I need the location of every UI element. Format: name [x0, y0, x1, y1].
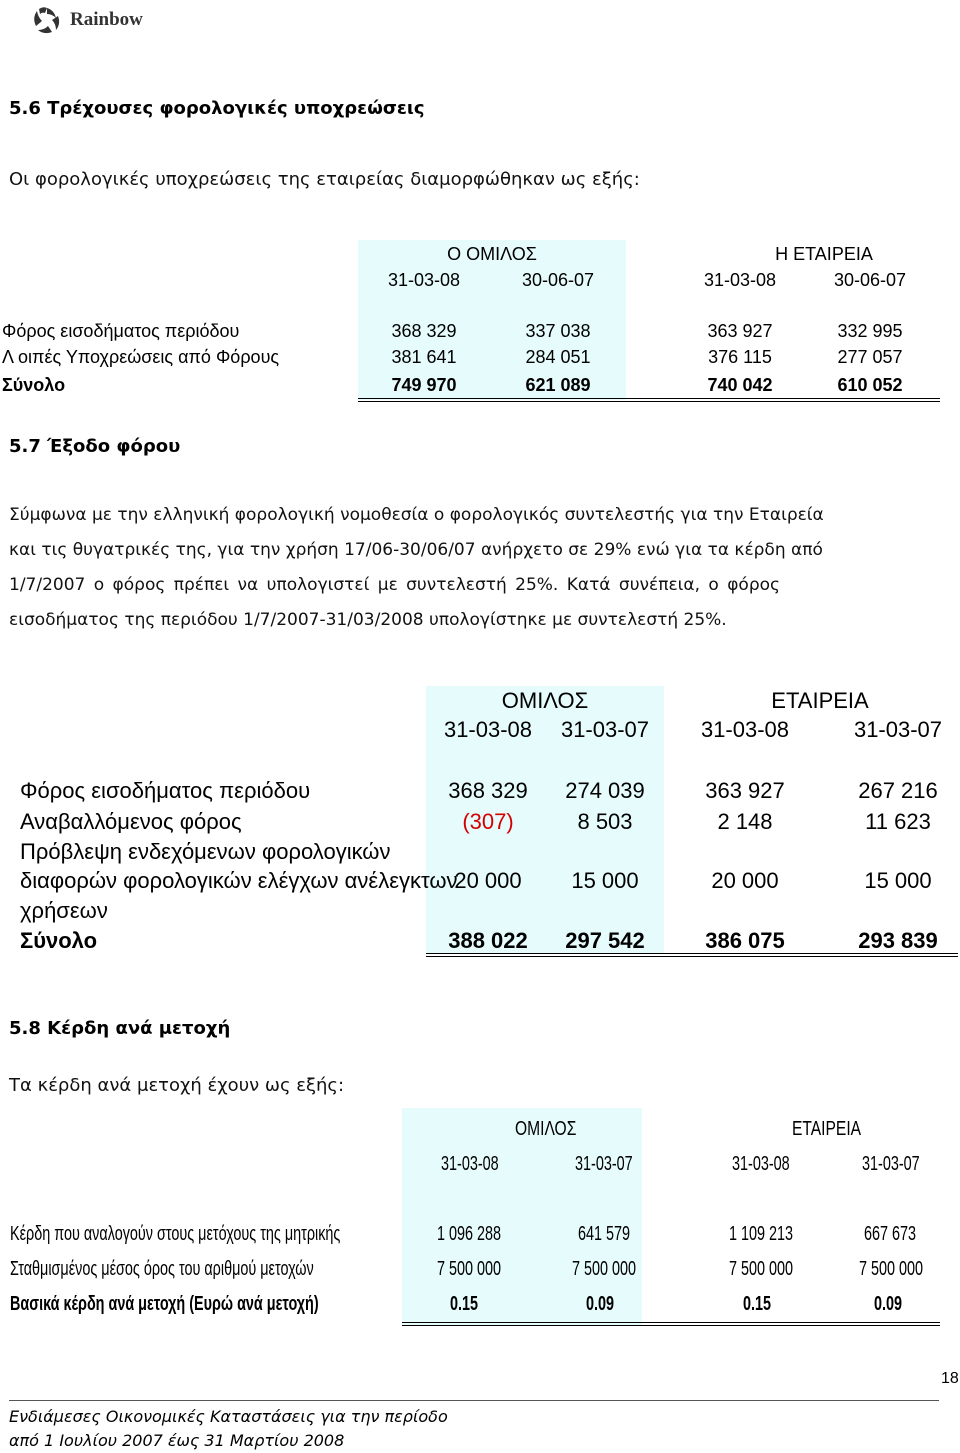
group-header: ΟΜΙΛΟΣ [501, 688, 589, 713]
cell-value: 1 096 288 [437, 1223, 502, 1245]
cell-value: 381 641 [391, 347, 457, 367]
total-label: Σύνολο [20, 928, 98, 953]
cell-value: 15 000 [864, 868, 932, 893]
section-5-7-paragraph-line: και τις θυγατρικές της, για την χρήση 17/06-30/06/07 ανήρχετο σε 29% ενώ για τα κέρδη από [9, 540, 823, 560]
rainbow-swirl-icon [30, 4, 64, 36]
cell-value: 363 927 [705, 778, 785, 803]
date-header: 31-03-07 [862, 1153, 920, 1175]
total-value: 297 542 [565, 928, 645, 953]
total-rule [358, 401, 940, 402]
date-header: 31-03-08 [700, 717, 790, 742]
page-number: 18 [941, 1370, 959, 1387]
total-rule [426, 956, 958, 957]
total-rule [426, 953, 958, 954]
date-header: 31-03-07 [575, 1153, 633, 1175]
total-rule [358, 398, 940, 399]
total-value: 621 089 [525, 375, 591, 395]
cell-value: 277 057 [837, 347, 903, 367]
cell-value: 274 039 [565, 778, 645, 803]
row-label: διαφορών φορολογικών ελέγχων ανέλεγκτων [20, 868, 458, 893]
date-header: 31-03-08 [443, 717, 533, 742]
section-5-6-intro: Οι φορολογικές υποχρεώσεις της εταιρείας διαμορφώθηκαν ως εξής: [9, 169, 640, 190]
date-header: 30-06-07 [833, 270, 907, 290]
section-5-7-paragraph-line: 1/7/2007 ο φόρος πρέπει να υπολογιστεί με συντελεστή 25%. Κατά συνέπεια, ο φόρος [9, 575, 780, 595]
company-header: ΕΤΑΙΡΕΙΑ [792, 1118, 862, 1140]
cell-value: 7 500 000 [859, 1258, 924, 1280]
logo-text: Rainbow [70, 9, 143, 30]
section-5-8-title: 5.8 Κέρδη ανά μετοχή [9, 1018, 231, 1039]
date-header: 31-03-08 [441, 1153, 499, 1175]
row-label: Αναβαλλόμενος φόρος [20, 809, 242, 834]
cell-value: 368 329 [448, 778, 528, 803]
cell-value: 376 115 [708, 347, 772, 367]
total-rule [402, 1325, 940, 1326]
group-header: Ο ΟΜΙΛΟΣ [447, 244, 537, 264]
row-label: Φόρος εισοδήματος περιόδου [20, 778, 311, 803]
total-value: 386 075 [705, 928, 785, 953]
section-5-8-intro: Τα κέρδη ανά μετοχή έχουν ως εξής: [9, 1075, 345, 1096]
cell-value: 368 329 [391, 321, 457, 341]
cell-value: 1 109 213 [729, 1223, 794, 1245]
row-label: Φόρος εισοδήματος περιόδου [2, 321, 240, 341]
section-5-7-title: 5.7 Έξοδο φόρου [9, 436, 181, 457]
total-label: Σύνολο [2, 375, 66, 395]
date-header: 31-03-07 [853, 717, 943, 742]
date-header: 30-06-07 [521, 270, 595, 290]
row-label: χρήσεων [20, 898, 108, 923]
total-value: 0.15 [450, 1293, 479, 1315]
cell-value: 20 000 [454, 868, 522, 893]
cell-value: 641 579 [578, 1223, 631, 1245]
cell-value: 8 503 [577, 809, 633, 834]
row-label: Σταθμισμένος μέσος όρος του αριθμού μετοχών [10, 1258, 314, 1280]
group-header: ΟΜΙΛΟΣ [515, 1118, 577, 1140]
total-label: Βασικά κέρδη ανά μετοχή (Ευρώ ανά μετοχή) [10, 1293, 319, 1315]
footer-rule [9, 1400, 939, 1401]
cell-value: 337 038 [525, 321, 591, 341]
total-value: 0.09 [586, 1293, 615, 1315]
total-value: 0.09 [874, 1293, 903, 1315]
date-header: 31-03-08 [732, 1153, 790, 1175]
cell-value: 667 673 [864, 1223, 917, 1245]
cell-value: 267 216 [858, 778, 938, 803]
cell-value: 11 623 [865, 809, 931, 834]
footer-line: από 1 Ιουλίου 2007 έως 31 Μαρτίου 2008 [9, 1431, 345, 1450]
row-label: Κέρδη που αναλογούν στους μετόχους της μητρικής [10, 1223, 341, 1245]
row-label: Λ οιπές Υποχρεώσεις από Φόρους [2, 347, 280, 367]
date-header: 31-03-08 [703, 270, 777, 290]
date-header: 31-03-07 [560, 717, 650, 742]
cell-value: 2 148 [717, 809, 773, 834]
company-header: ΕΤΑΙΡΕΙΑ [771, 688, 869, 713]
section-5-7-paragraph-line: Σύμφωνα με την ελληνική φορολογική νομοθεσία ο φορολογικός συντελεστής για την Εταιρεία [9, 505, 824, 525]
total-value: 749 970 [391, 375, 457, 395]
footer-line: Ενδιάμεσες Οικονομικές Καταστάσεις για την περίοδο [9, 1407, 448, 1426]
total-rule [402, 1322, 940, 1323]
total-value: 293 839 [858, 928, 938, 953]
section-5-6-title: 5.6 Τρέχουσες φορολογικές υποχρεώσεις [9, 98, 425, 119]
cell-value: 7 500 000 [729, 1258, 794, 1280]
company-header: Η ΕΤΑΙΡΕΙΑ [775, 244, 873, 264]
cell-value: 7 500 000 [572, 1258, 637, 1280]
total-value: 610 052 [837, 375, 903, 395]
date-header: 31-03-08 [387, 270, 461, 290]
cell-value: 284 051 [525, 347, 591, 367]
cell-value: 15 000 [571, 868, 639, 893]
cell-value: 7 500 000 [437, 1258, 502, 1280]
cell-value: 332 995 [837, 321, 903, 341]
total-value: 740 042 [707, 375, 773, 395]
negative-value: (307) [462, 809, 514, 834]
total-value: 0.15 [743, 1293, 772, 1315]
section-5-7-paragraph-line: εισοδήματος της περιόδου 1/7/2007-31/03/2008 υπολογίστηκε με συντελεστή 25%. [9, 610, 727, 630]
cell-value: 363 927 [707, 321, 773, 341]
company-logo [30, 4, 143, 36]
total-value: 388 022 [448, 928, 528, 953]
row-label: Πρόβλεψη ενδεχόμενων φορολογικών [20, 839, 391, 864]
cell-value: 20 000 [711, 868, 779, 893]
